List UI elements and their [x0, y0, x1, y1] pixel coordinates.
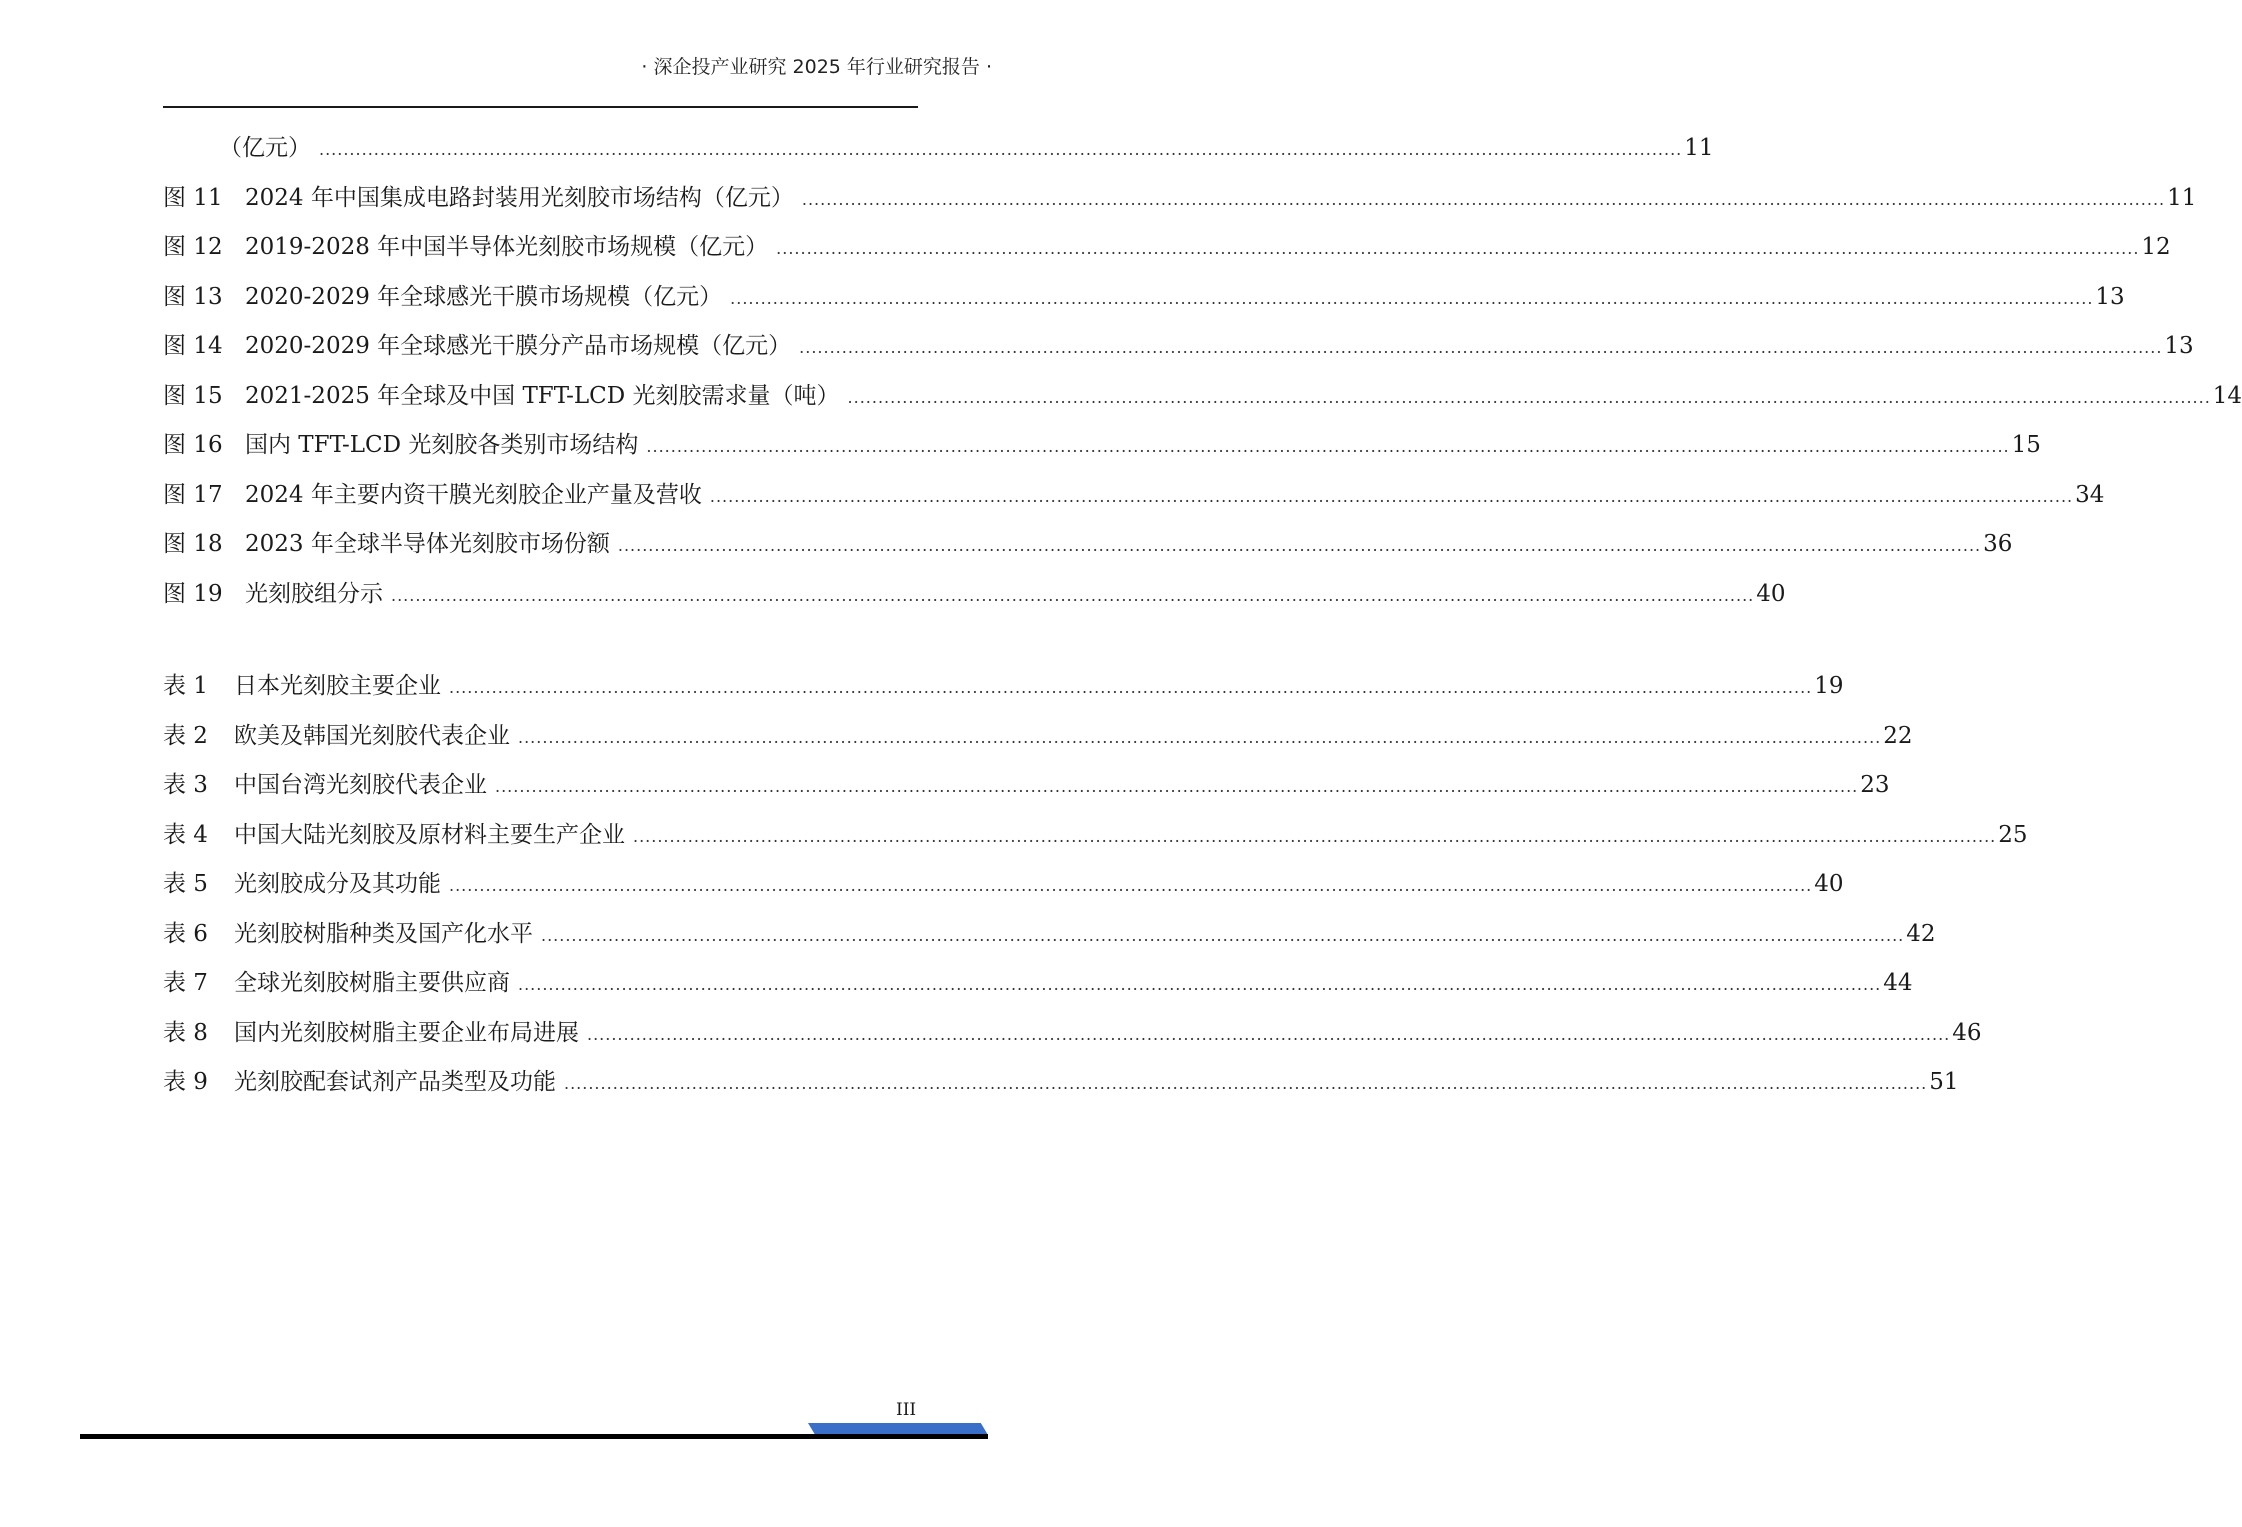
toc-entry-page: 11	[1684, 135, 1714, 161]
toc-entry-number: 表 8	[163, 1019, 208, 1046]
dot-leader	[449, 861, 1812, 911]
dot-leader	[776, 224, 2139, 274]
dot-leader	[848, 373, 2211, 423]
dot-leader	[802, 175, 2165, 225]
toc-entry-number: 表 3	[163, 772, 208, 798]
toc-entry-title: 国内光刻胶树脂主要企业布局进展	[234, 1019, 579, 1046]
toc-entry-number: 表 6	[163, 920, 208, 947]
dot-leader	[391, 571, 1754, 621]
toc-entry-number: 表 1	[163, 673, 208, 699]
toc-entry[interactable]	[163, 273, 2125, 323]
header-rule	[163, 106, 918, 108]
toc-entry-number: 表 9	[163, 1069, 208, 1095]
toc-entry-title: 光刻胶树脂种类及国产化水平	[234, 920, 533, 947]
dot-leader	[495, 762, 1858, 812]
toc-entry-page: 40	[1814, 871, 1844, 897]
toc-entry-title: 2020-2029 年全球感光干膜分产品市场规模（亿元）	[245, 333, 792, 359]
toc-entry-number: 表 7	[163, 970, 208, 996]
toc-entry[interactable]	[163, 1058, 1959, 1108]
toc-entry-number: 图 19	[163, 580, 223, 607]
toc-entry-title: 2024 年中国集成电路封装用光刻胶市场结构（亿元）	[245, 184, 794, 211]
toc-entry-title: 光刻胶配套试剂产品类型及功能	[234, 1069, 556, 1095]
toc-entry-title: 光刻胶组分示	[245, 580, 383, 607]
dot-leader	[587, 1010, 1950, 1060]
toc-entry-page: 23	[1860, 772, 1890, 798]
toc-entry[interactable]	[163, 471, 2105, 521]
dot-leader	[564, 1059, 1927, 1109]
figure-list	[163, 124, 2242, 619]
dot-leader	[730, 274, 2093, 324]
toc-entry-number: 表 4	[163, 821, 208, 848]
toc-entry[interactable]	[163, 662, 1844, 712]
dot-leader	[319, 125, 1682, 175]
toc-entry-page: 15	[2011, 432, 2041, 458]
toc-entry[interactable]	[163, 712, 1913, 762]
toc-entry[interactable]	[163, 959, 1913, 1009]
table-list	[163, 662, 2028, 1108]
toc-entry[interactable]	[163, 570, 1786, 620]
toc-entry-title: 2023 年全球半导体光刻胶市场份额	[245, 531, 610, 557]
toc-entry-page: 12	[2141, 234, 2171, 260]
toc-entry-page: 46	[1952, 1019, 1982, 1046]
toc-entry[interactable]	[163, 372, 2242, 422]
toc-entry-title: 2019-2028 年中国半导体光刻胶市场规模（亿元）	[245, 234, 769, 260]
dot-leader	[799, 323, 2162, 373]
dot-leader	[710, 472, 2073, 522]
toc-entry-page: 13	[2164, 333, 2194, 359]
toc-entry-number: 图 11	[163, 184, 223, 211]
toc-entry-page: 42	[1906, 920, 1936, 947]
toc-entry-page: 36	[1983, 531, 2013, 557]
toc-entry[interactable]	[163, 860, 1844, 910]
toc-entry-title: 国内 TFT-LCD 光刻胶各类别市场结构	[245, 432, 639, 458]
toc-entry-number: 图 12	[163, 234, 223, 260]
toc-entry-page: 14	[2212, 382, 2242, 409]
toc-entry-page: 19	[1814, 673, 1844, 699]
toc-entry-title: 2021-2025 年全球及中国 TFT-LCD 光刻胶需求量（吨）	[245, 382, 840, 409]
toc-entry-number: 图 13	[163, 283, 223, 310]
dot-leader	[449, 663, 1812, 713]
toc-entry-page: 22	[1883, 722, 1913, 749]
page-number: III	[896, 1400, 917, 1420]
toc-entry-title: 中国台湾光刻胶代表企业	[234, 772, 487, 798]
toc-entry-page: 34	[2075, 481, 2105, 508]
toc-entry-title: 2020-2029 年全球感光干膜市场规模（亿元）	[245, 283, 723, 310]
dot-leader	[646, 422, 2009, 472]
toc-entry[interactable]	[163, 811, 2028, 861]
dot-leader	[633, 812, 1996, 862]
toc-entry[interactable]	[163, 910, 1936, 960]
dot-leader	[518, 960, 1881, 1010]
toc-entry-page: 25	[1998, 821, 2028, 848]
toc-entry-title: 欧美及韩国光刻胶代表企业	[234, 722, 510, 749]
page-header-title: · 深企投产业研究 2025 年行业研究报告 ·	[641, 56, 992, 78]
toc-entry[interactable]	[163, 124, 1714, 174]
toc-entry-title: 中国大陆光刻胶及原材料主要生产企业	[234, 821, 625, 848]
toc-entry[interactable]	[163, 1009, 1982, 1059]
toc-entry-title: 日本光刻胶主要企业	[234, 673, 441, 699]
toc-entry-number: 图 16	[163, 432, 223, 458]
toc-entry-title: 2024 年主要内资干膜光刻胶企业产量及营收	[245, 481, 702, 508]
toc-entry-number: 图 15	[163, 382, 223, 409]
toc-entry-page: 51	[1929, 1069, 1959, 1095]
toc-entry-page: 40	[1756, 580, 1786, 607]
toc-entry-number: 表 5	[163, 871, 208, 897]
toc-entry[interactable]	[163, 761, 1890, 811]
dot-leader	[541, 911, 1904, 961]
dot-leader	[518, 713, 1881, 763]
toc-entry-title: （亿元）	[219, 135, 311, 161]
toc-entry-title: 光刻胶成分及其功能	[234, 871, 441, 897]
toc-entry[interactable]	[163, 421, 2041, 471]
toc-entry-number: 图 18	[163, 531, 223, 557]
toc-entry-number: 图 14	[163, 333, 223, 359]
dot-leader	[618, 521, 1981, 571]
toc-entry-number: 图 17	[163, 481, 223, 508]
toc-entry-page: 11	[2167, 184, 2197, 211]
toc-entry-number: 表 2	[163, 722, 208, 749]
toc-entry[interactable]	[163, 174, 2197, 224]
toc-entry-page: 13	[2095, 283, 2125, 310]
toc-entry-page: 44	[1883, 970, 1913, 996]
toc-entry[interactable]	[163, 223, 2171, 273]
toc-entry[interactable]	[163, 322, 2194, 372]
footer-rule	[80, 1434, 988, 1439]
toc-entry[interactable]	[163, 520, 2013, 570]
toc-entry-title: 全球光刻胶树脂主要供应商	[234, 970, 510, 996]
